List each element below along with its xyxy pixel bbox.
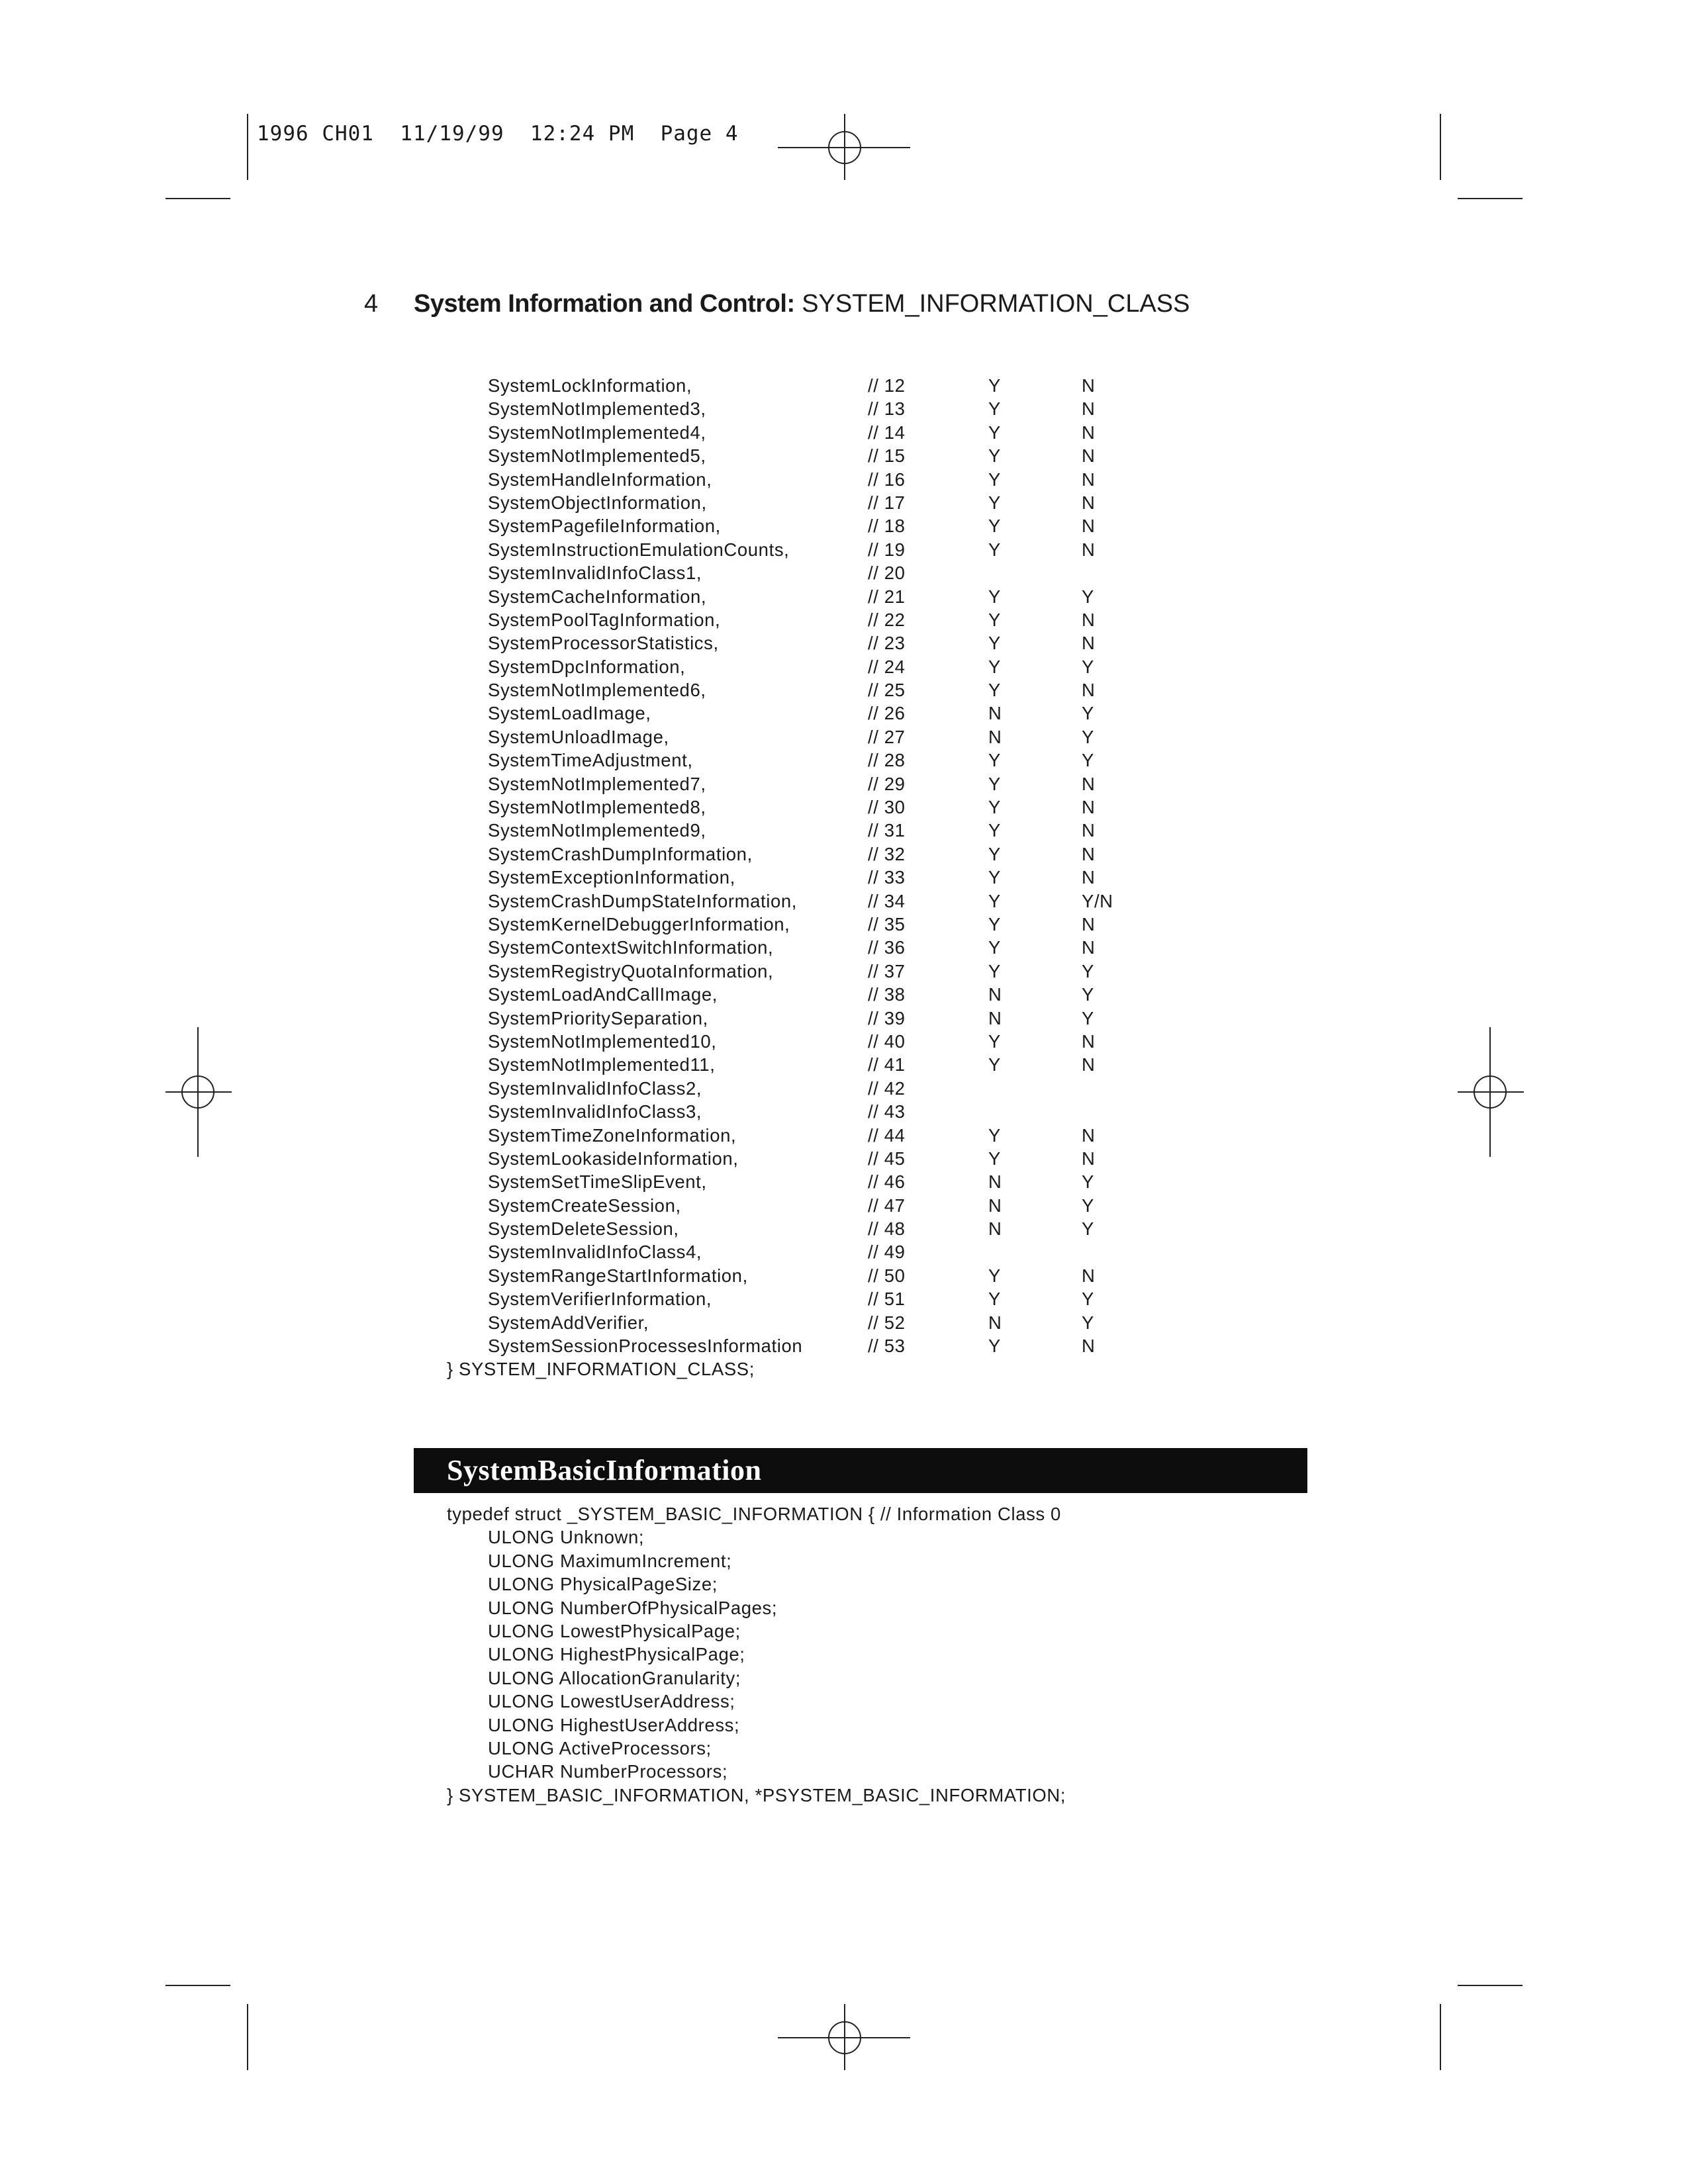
- query-flag: Y: [988, 1030, 1001, 1052]
- crop-mark-bottom-right-vertical: [1440, 2004, 1441, 2070]
- enum-row: [0, 1031, 1688, 1054]
- enum-row: [0, 797, 1688, 820]
- enum-row: [0, 1078, 1688, 1101]
- query-flag: N: [988, 1007, 1002, 1028]
- struct-field: ULONG MaximumIncrement;: [488, 1550, 732, 1571]
- code-line-field: [0, 1668, 1688, 1691]
- set-flag: N: [1082, 843, 1096, 864]
- enum-index-comment: // 29: [868, 773, 906, 794]
- set-flag: Y: [1082, 703, 1094, 724]
- enum-row: [0, 1289, 1688, 1312]
- enum-index-comment: // 17: [868, 492, 906, 513]
- query-flag: Y: [988, 960, 1001, 981]
- enum-row: [0, 1265, 1688, 1289]
- enum-name: SystemCreateSession,: [488, 1195, 681, 1216]
- enum-row: [0, 1195, 1688, 1218]
- code-line-field: [0, 1691, 1688, 1714]
- enum-name: SystemInvalidInfoClass2,: [488, 1077, 702, 1099]
- enum-name: SystemUnloadImage,: [488, 726, 669, 747]
- set-flag: N: [1082, 1336, 1096, 1357]
- set-flag: N: [1082, 445, 1096, 467]
- enum-closing-line: } SYSTEM_INFORMATION_CLASS;: [447, 1359, 755, 1379]
- query-flag: Y: [988, 1289, 1001, 1310]
- enum-index-comment: // 48: [868, 1218, 906, 1240]
- enum-name: SystemSetTimeSlipEvent,: [488, 1171, 707, 1193]
- set-flag: Y: [1082, 1171, 1094, 1193]
- enum-index-comment: // 20: [868, 563, 906, 584]
- set-flag: Y: [1082, 1195, 1094, 1216]
- query-flag: Y: [988, 820, 1001, 841]
- section-title: SystemBasicInformation: [447, 1454, 762, 1486]
- set-flag: N: [1082, 1054, 1096, 1075]
- slug-line: 1996 CH01 11/19/99 12:24 PM Page 4: [257, 122, 739, 146]
- set-flag: N: [1082, 680, 1096, 701]
- crop-mark-bottom-left-vertical: [247, 2004, 248, 2070]
- enum-index-comment: // 51: [868, 1289, 906, 1310]
- enum-index-comment: // 49: [868, 1242, 906, 1263]
- set-flag: N: [1082, 937, 1096, 958]
- enum-name: SystemDpcInformation,: [488, 656, 686, 677]
- enum-row: [0, 563, 1688, 586]
- enum-index-comment: // 18: [868, 516, 906, 537]
- enum-index-comment: // 43: [868, 1101, 906, 1122]
- query-flag: Y: [988, 445, 1001, 467]
- enum-name: SystemContextSwitchInformation,: [488, 937, 774, 958]
- struct-field: ULONG Unknown;: [488, 1527, 645, 1548]
- enum-name: SystemCacheInformation,: [488, 586, 707, 607]
- enum-index-comment: // 31: [868, 820, 906, 841]
- enum-row: [0, 914, 1688, 937]
- enum-row: [0, 586, 1688, 610]
- enum-row: [0, 422, 1688, 445]
- enum-name: SystemVerifierInformation,: [488, 1289, 712, 1310]
- enum-name: SystemNotImplemented9,: [488, 820, 706, 841]
- enum-name: SystemNotImplemented5,: [488, 445, 706, 467]
- code-line-field: [0, 1715, 1688, 1738]
- query-flag: Y: [988, 586, 1001, 607]
- set-flag: Y: [1082, 1312, 1094, 1333]
- set-flag: N: [1082, 1148, 1096, 1169]
- enum-index-comment: // 22: [868, 609, 906, 630]
- enum-index-comment: // 26: [868, 703, 906, 724]
- query-flag: Y: [988, 913, 1001, 934]
- query-flag: Y: [988, 656, 1001, 677]
- set-flag: Y: [1082, 750, 1094, 771]
- enum-name: SystemNotImplemented4,: [488, 422, 706, 443]
- enum-row: [0, 1336, 1688, 1359]
- enum-row: [0, 1125, 1688, 1148]
- enum-index-comment: // 52: [868, 1312, 906, 1333]
- struct-field: ULONG NumberOfPhysicalPages;: [488, 1597, 778, 1618]
- enum-name: SystemInstructionEmulationCounts,: [488, 539, 790, 560]
- enum-index-comment: // 28: [868, 750, 906, 771]
- enum-name: SystemPrioritySeparation,: [488, 1007, 708, 1028]
- enum-name: SystemNotImplemented11,: [488, 1054, 716, 1075]
- query-flag: Y: [988, 1124, 1001, 1146]
- enum-name: SystemHandleInformation,: [488, 469, 712, 490]
- enum-name: SystemSessionProcessesInformation: [488, 1336, 803, 1357]
- enum-row: [0, 961, 1688, 984]
- enum-index-comment: // 35: [868, 913, 906, 934]
- code-line-field: [0, 1621, 1688, 1644]
- enum-index-comment: // 41: [868, 1054, 906, 1075]
- query-flag: Y: [988, 633, 1001, 654]
- code-line-field: [0, 1598, 1688, 1621]
- code-line-field: [0, 1574, 1688, 1597]
- enum-index-comment: // 42: [868, 1077, 906, 1099]
- enum-name: SystemLookasideInformation,: [488, 1148, 739, 1169]
- enum-index-comment: // 46: [868, 1171, 906, 1193]
- crop-mark-bottom-right-horizontal: [1458, 1985, 1523, 1986]
- crop-mark-top-right-horizontal: [1458, 198, 1523, 199]
- set-flag: N: [1082, 1030, 1096, 1052]
- enum-name: SystemNotImplemented7,: [488, 773, 706, 794]
- struct-field: ULONG AllocationGranularity;: [488, 1667, 741, 1688]
- code-line-field: [0, 1761, 1688, 1784]
- enum-name: SystemTimeAdjustment,: [488, 750, 693, 771]
- crop-mark-top-left-horizontal: [165, 198, 230, 199]
- set-flag: N: [1082, 913, 1096, 934]
- enum-row: [0, 1054, 1688, 1077]
- code-line-field: [0, 1644, 1688, 1667]
- enum-row: [0, 727, 1688, 750]
- query-flag: Y: [988, 1148, 1001, 1169]
- query-flag: N: [988, 726, 1002, 747]
- enum-name: SystemRangeStartInformation,: [488, 1265, 748, 1286]
- enum-row: [0, 1101, 1688, 1124]
- enum-index-comment: // 30: [868, 797, 906, 818]
- enum-row: [0, 867, 1688, 890]
- enum-row: [0, 703, 1688, 726]
- query-flag: Y: [988, 1054, 1001, 1075]
- enum-row: [0, 937, 1688, 960]
- enum-name: SystemLockInformation,: [488, 375, 692, 396]
- set-flag: Y: [1082, 1007, 1094, 1028]
- enum-name: SystemNotImplemented10,: [488, 1030, 717, 1052]
- query-flag: N: [988, 1195, 1002, 1216]
- query-flag: Y: [988, 422, 1001, 443]
- set-flag: N: [1082, 516, 1096, 537]
- query-flag: Y: [988, 680, 1001, 701]
- enum-row: [0, 891, 1688, 914]
- enum-row: [0, 680, 1688, 703]
- enum-name: SystemTimeZoneInformation,: [488, 1124, 737, 1146]
- enum-index-comment: // 39: [868, 1007, 906, 1028]
- set-flag: N: [1082, 820, 1096, 841]
- code-line-close: [0, 1785, 1688, 1808]
- set-flag: N: [1082, 1265, 1096, 1286]
- enum-name: SystemPoolTagInformation,: [488, 609, 721, 630]
- set-flag: N: [1082, 867, 1096, 888]
- enum-row: [0, 633, 1688, 656]
- enum-index-comment: // 12: [868, 375, 906, 396]
- enum-name: SystemNotImplemented8,: [488, 797, 706, 818]
- enum-row: [0, 516, 1688, 539]
- set-flag: N: [1082, 469, 1096, 490]
- query-flag: Y: [988, 492, 1001, 513]
- enum-row: [0, 844, 1688, 867]
- enum-index-comment: // 24: [868, 656, 906, 677]
- enum-row: [0, 469, 1688, 492]
- enum-row: [0, 492, 1688, 516]
- query-flag: N: [988, 1171, 1002, 1193]
- query-flag: Y: [988, 773, 1001, 794]
- query-flag: N: [988, 984, 1002, 1005]
- enum-name: SystemInvalidInfoClass1,: [488, 563, 702, 584]
- enum-name: SystemRegistryQuotaInformation,: [488, 960, 774, 981]
- enum-row: [0, 1171, 1688, 1195]
- registration-target-top-icon: [778, 114, 910, 180]
- set-flag: N: [1082, 375, 1096, 396]
- enum-index-comment: // 38: [868, 984, 906, 1005]
- crop-mark-top-left-vertical: [247, 114, 248, 180]
- query-flag: Y: [988, 469, 1001, 490]
- crop-mark-bottom-left-horizontal: [165, 1985, 230, 1986]
- enum-name: SystemCrashDumpStateInformation,: [488, 890, 798, 911]
- code-line-field: [0, 1551, 1688, 1574]
- enum-row: [0, 1312, 1688, 1336]
- enum-index-comment: // 37: [868, 960, 906, 981]
- enum-name: SystemNotImplemented6,: [488, 680, 706, 701]
- page-number: 4: [364, 290, 379, 318]
- set-flag: N: [1082, 398, 1096, 420]
- enum-name: SystemExceptionInformation,: [488, 867, 735, 888]
- enum-index-comment: // 36: [868, 937, 906, 958]
- query-flag: Y: [988, 843, 1001, 864]
- query-flag: Y: [988, 1265, 1001, 1286]
- query-flag: Y: [988, 890, 1001, 911]
- set-flag: N: [1082, 633, 1096, 654]
- set-flag: Y: [1082, 1289, 1094, 1310]
- running-head: [364, 290, 1190, 318]
- enum-name: SystemLoadImage,: [488, 703, 651, 724]
- struct-field: ULONG HighestPhysicalPage;: [488, 1644, 745, 1665]
- set-flag: N: [1082, 539, 1096, 560]
- enum-index-comment: // 34: [868, 890, 906, 911]
- set-flag: N: [1082, 1124, 1096, 1146]
- query-flag: N: [988, 703, 1002, 724]
- enum-name: SystemObjectInformation,: [488, 492, 707, 513]
- enum-index-comment: // 19: [868, 539, 906, 560]
- struct-fields: [0, 1527, 1688, 1784]
- query-flag: N: [988, 1312, 1002, 1333]
- enum-row: [0, 820, 1688, 843]
- section-subtitle: SYSTEM_INFORMATION_CLASS: [794, 290, 1190, 318]
- enum-row: [0, 750, 1688, 773]
- enum-name: SystemNotImplemented3,: [488, 398, 706, 420]
- struct-field: ULONG LowestPhysicalPage;: [488, 1620, 741, 1641]
- enum-index-comment: // 32: [868, 843, 906, 864]
- set-flag: Y: [1082, 586, 1094, 607]
- enum-index-comment: // 53: [868, 1336, 906, 1357]
- query-flag: Y: [988, 375, 1001, 396]
- code-line-field: [0, 1527, 1688, 1550]
- set-flag: Y/N: [1082, 890, 1113, 911]
- enum-index-comment: // 13: [868, 398, 906, 420]
- set-flag: Y: [1082, 960, 1094, 981]
- enum-row: [0, 984, 1688, 1007]
- enum-row: [0, 657, 1688, 680]
- set-flag: N: [1082, 609, 1096, 630]
- code-line-typedef: [0, 1504, 1688, 1527]
- query-flag: Y: [988, 937, 1001, 958]
- enum-row: [0, 1148, 1688, 1171]
- registration-target-bottom-icon: [778, 2004, 910, 2070]
- query-flag: Y: [988, 797, 1001, 818]
- enum-name: SystemAddVerifier,: [488, 1312, 649, 1333]
- query-flag: Y: [988, 750, 1001, 771]
- enum-name: SystemDeleteSession,: [488, 1218, 679, 1240]
- enum-index-comment: // 27: [868, 726, 906, 747]
- enum-name: SystemCrashDumpInformation,: [488, 843, 753, 864]
- section-banner: [414, 1448, 1307, 1493]
- query-flag: Y: [988, 398, 1001, 420]
- query-flag: Y: [988, 516, 1001, 537]
- query-flag: N: [988, 1218, 1002, 1240]
- set-flag: N: [1082, 422, 1096, 443]
- enum-index-comment: // 47: [868, 1195, 906, 1216]
- query-flag: Y: [988, 609, 1001, 630]
- enum-row: [0, 1008, 1688, 1031]
- enum-row: [0, 1242, 1688, 1265]
- enum-row: [0, 445, 1688, 469]
- enum-index-comment: // 44: [868, 1124, 906, 1146]
- query-flag: Y: [988, 867, 1001, 888]
- enum-index-comment: // 23: [868, 633, 906, 654]
- struct-close-line: } SYSTEM_BASIC_INFORMATION, *PSYSTEM_BASIC_INFORMATION;: [447, 1784, 1066, 1805]
- enum-name: SystemInvalidInfoClass3,: [488, 1101, 702, 1122]
- enum-row: [0, 1218, 1688, 1242]
- enum-index-comment: // 15: [868, 445, 906, 467]
- set-flag: Y: [1082, 656, 1094, 677]
- enum-index-comment: // 40: [868, 1030, 906, 1052]
- set-flag: Y: [1082, 1218, 1094, 1240]
- set-flag: N: [1082, 492, 1096, 513]
- struct-field: ULONG PhysicalPageSize;: [488, 1574, 718, 1595]
- query-flag: Y: [988, 1336, 1001, 1357]
- crop-mark-top-right-vertical: [1440, 114, 1441, 180]
- enum-name: SystemKernelDebuggerInformation,: [488, 913, 790, 934]
- enum-row: [0, 398, 1688, 422]
- set-flag: Y: [1082, 726, 1094, 747]
- chapter-title: System Information and Control:: [414, 290, 795, 318]
- enum-row: [0, 375, 1688, 398]
- set-flag: N: [1082, 797, 1096, 818]
- enum-index-comment: // 14: [868, 422, 906, 443]
- enum-row: [0, 539, 1688, 563]
- enum-index-comment: // 45: [868, 1148, 906, 1169]
- enum-index-comment: // 21: [868, 586, 906, 607]
- enum-row: [0, 774, 1688, 797]
- enum-index-comment: // 33: [868, 867, 906, 888]
- struct-field: UCHAR NumberProcessors;: [488, 1761, 728, 1782]
- struct-field: ULONG ActiveProcessors;: [488, 1737, 712, 1758]
- enum-name: SystemLoadAndCallImage,: [488, 984, 718, 1005]
- enum-listing: [0, 375, 1688, 1359]
- code-line-field: [0, 1738, 1688, 1761]
- set-flag: N: [1082, 773, 1096, 794]
- enum-name: SystemInvalidInfoClass4,: [488, 1242, 702, 1263]
- set-flag: Y: [1082, 984, 1094, 1005]
- query-flag: Y: [988, 539, 1001, 560]
- struct-field: ULONG HighestUserAddress;: [488, 1714, 740, 1735]
- enum-index-comment: // 16: [868, 469, 906, 490]
- struct-open-line: typedef struct _SYSTEM_BASIC_INFORMATION { // Information Class 0: [447, 1504, 1061, 1524]
- enum-name: SystemProcessorStatistics,: [488, 633, 719, 654]
- enum-index-comment: // 25: [868, 680, 906, 701]
- struct-code-block: [0, 1504, 1688, 1808]
- enum-index-comment: // 50: [868, 1265, 906, 1286]
- struct-field: ULONG LowestUserAddress;: [488, 1691, 735, 1712]
- enum-name: SystemPagefileInformation,: [488, 516, 721, 537]
- enum-row: [0, 610, 1688, 633]
